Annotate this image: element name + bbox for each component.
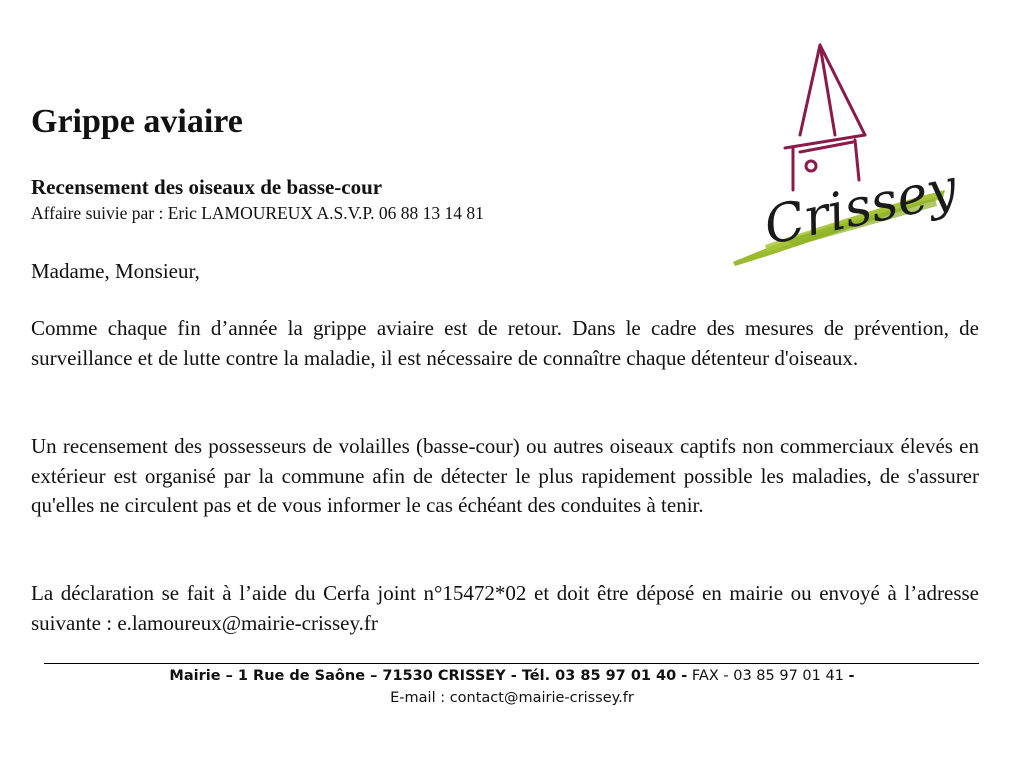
- footer-email: E-mail : contact@mairie-crissey.fr: [390, 690, 634, 706]
- document-subtitle: Recensement des oiseaux de basse-cour: [31, 175, 383, 199]
- greeting: Madame, Monsieur,: [31, 259, 200, 283]
- footer-divider: [44, 663, 979, 664]
- church-steeple-icon: [725, 40, 955, 270]
- footer-fax: FAX - 03 85 97 01 41: [687, 668, 849, 684]
- footer-address: Mairie – 1 Rue de Saône – 71530 CRISSEY - Tél. 03 85 97 01 40 -: [169, 668, 688, 684]
- paragraph-declaration: La déclaration se fait à l’aide du Cerfa joint n°15472*02 et doit être déposé en mairie ou envoyé à l’adresse suivante : e.lamoureux@mairie-crissey.fr: [31, 581, 979, 635]
- footer-end: -: [848, 668, 855, 684]
- paragraph-intro: Comme chaque fin d’année la grippe aviaire est de retour. Dans le cadre des mesures de prévention, de surveillance et de lutte contre la maladie, il est nécessaire de connaître chaque détenteur d'oiseaux.: [31, 316, 979, 370]
- steeple: [785, 45, 865, 190]
- footer-address-line: [0, 666, 1024, 686]
- document-title: Grippe aviaire: [31, 103, 243, 140]
- contact-person-line: Affaire suivie par : Eric LAMOUREUX A.S.V.P. 06 88 13 14 81: [31, 203, 484, 223]
- paragraph-census: Un recensement des possesseurs de volailles (basse-cour) ou autres oiseaux captifs non commerciaux élevés en extérieur est organisé par la commune afin de détecter le plus rapidement possible les maladies, de s'assurer qu'elles ne circulent pas et de vous informer le cas échéant des conduites à tenir.: [31, 434, 979, 517]
- logo-text: Crissey: [759, 157, 955, 258]
- crissey-logo: [725, 40, 955, 270]
